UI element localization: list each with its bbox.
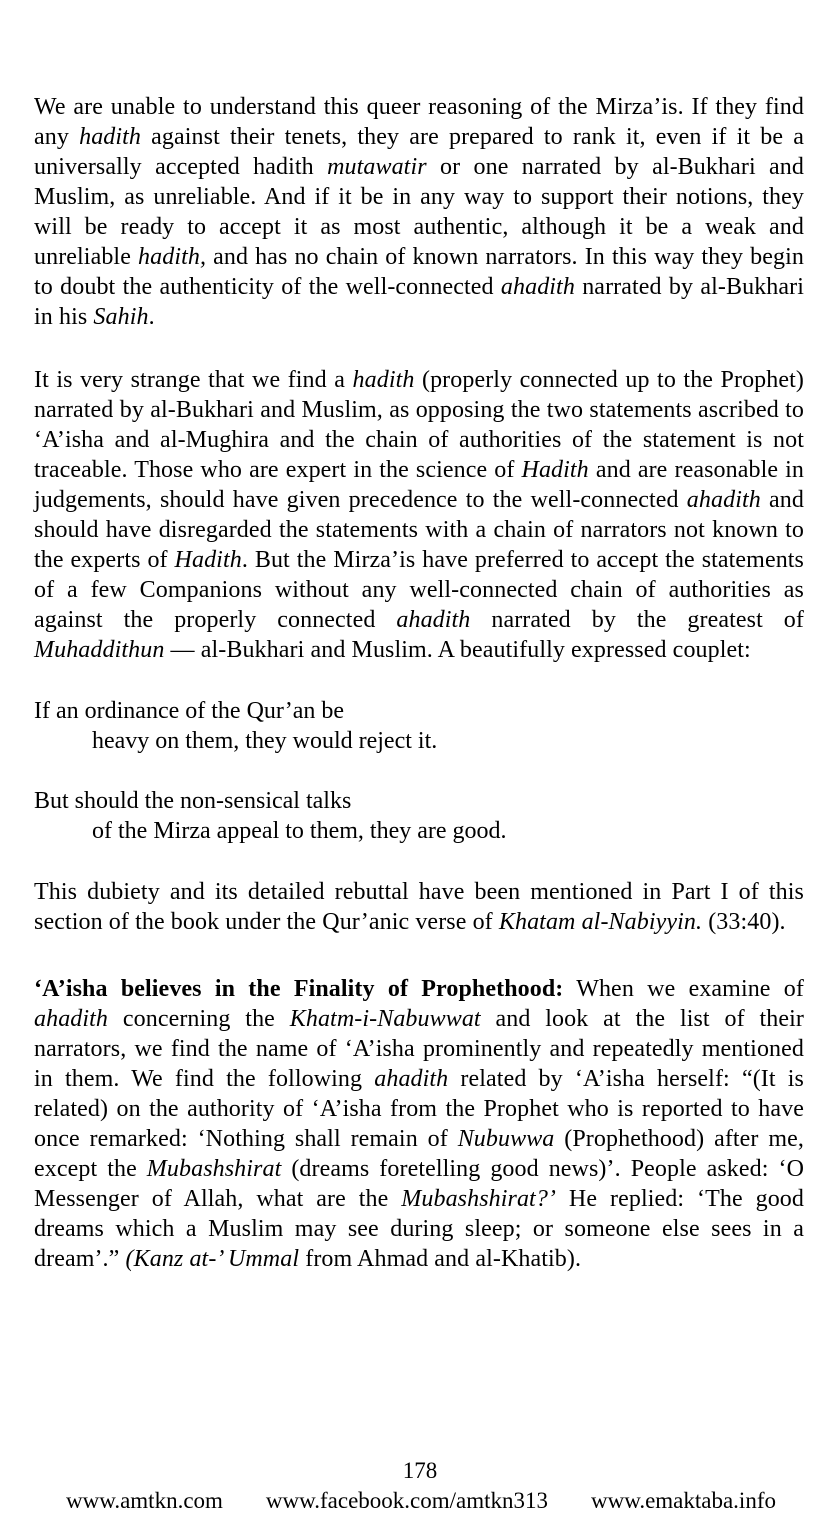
couplet-1-line-1: If an ordinance of the Qur’an be: [34, 698, 345, 724]
paragraph-3: This dubiety and its detailed rebuttal have been mentioned in Part I of this section of the book under the Qur’anic verse of Khatam al-Nabiyyin. (33:40).: [34, 879, 804, 935]
couplet-2-line-1: But should the non-sensical talks: [34, 788, 352, 814]
footer-url-amtkn: www.amtkn.com: [66, 1488, 223, 1513]
paragraph-2: It is very strange that we find a hadith (properly connected up to the Prophet) narrated by al-Bukhari and Muslim, as opposing the two statements ascribed to ‘A’isha and al-Mughira and the chain of authorities of the statement is not traceable. Those who are expert in the science of Hadith and are reasonable in judgements, should have given precedence to the well-connected ahadith and should have disregarded the statements with a chain of narrators not known to the experts of Hadith. But the Mirza’is have preferred to accept the statements of a few Companions without any well-connected chain of authorities as against the properly connected ahadith narrated by the greatest of Muhaddithun — al-Bukhari and Muslim. A beautifully expressed couplet:: [34, 367, 805, 663]
couplet-1-line-2: heavy on them, they would reject it.: [92, 728, 438, 754]
couplet-1: [34, 696, 804, 756]
page-number: 178: [402, 1458, 438, 1483]
paragraph-1: We are unable to understand this queer reasoning of the Mirza’is. If they find any hadith against their tenets, they are prepared to rank it, even if it be a universally accepted hadith mutawatir or one narrated by al-Bukhari and Muslim, as unreliable. And if it be in any way to support their notions, they will be ready to accept it as most authentic, although it be a weak and unreliable hadith, and has no chain of known narrators. In this way they begin to doubt the authenticity of the well-connected ahadith narrated by al-Bukhari in his Sahih.: [34, 94, 805, 330]
footer-url-facebook: www.facebook.com/amtkn313: [265, 1488, 549, 1513]
couplet-2: [34, 786, 804, 846]
couplet-2-line-2: of the Mirza appeal to them, they are good.: [92, 818, 507, 844]
page-footer: [0, 1458, 840, 1514]
footer-links: [0, 1488, 840, 1514]
paragraph-4: ‘A’isha believes in the Finality of Prophethood: When we examine of ahadith concerning the Khatm-i-Nabuwwat and look at the list of their narrators, we find the name of ‘A’isha prominently and repeatedly mentioned in them. We find the following ahadith related by ‘A’isha herself: “(It is related) on the authority of ‘A’isha from the Prophet who is reported to have once remarked: ‘Nothing shall remain of Nubuwwa (Prophethood) after me, except the Mubashshirat (dreams foretelling good news)’. People asked: ‘O Messenger of Allah, what are the Mubashshirat?’ He replied: ‘The good dreams which a Muslim may see during sleep; or someone else sees in a dream’.” (Kanz at-’ Ummal from Ahmad and al-Khatib).: [34, 976, 805, 1272]
footer-url-emaktaba: www.emaktaba.info: [590, 1488, 776, 1513]
